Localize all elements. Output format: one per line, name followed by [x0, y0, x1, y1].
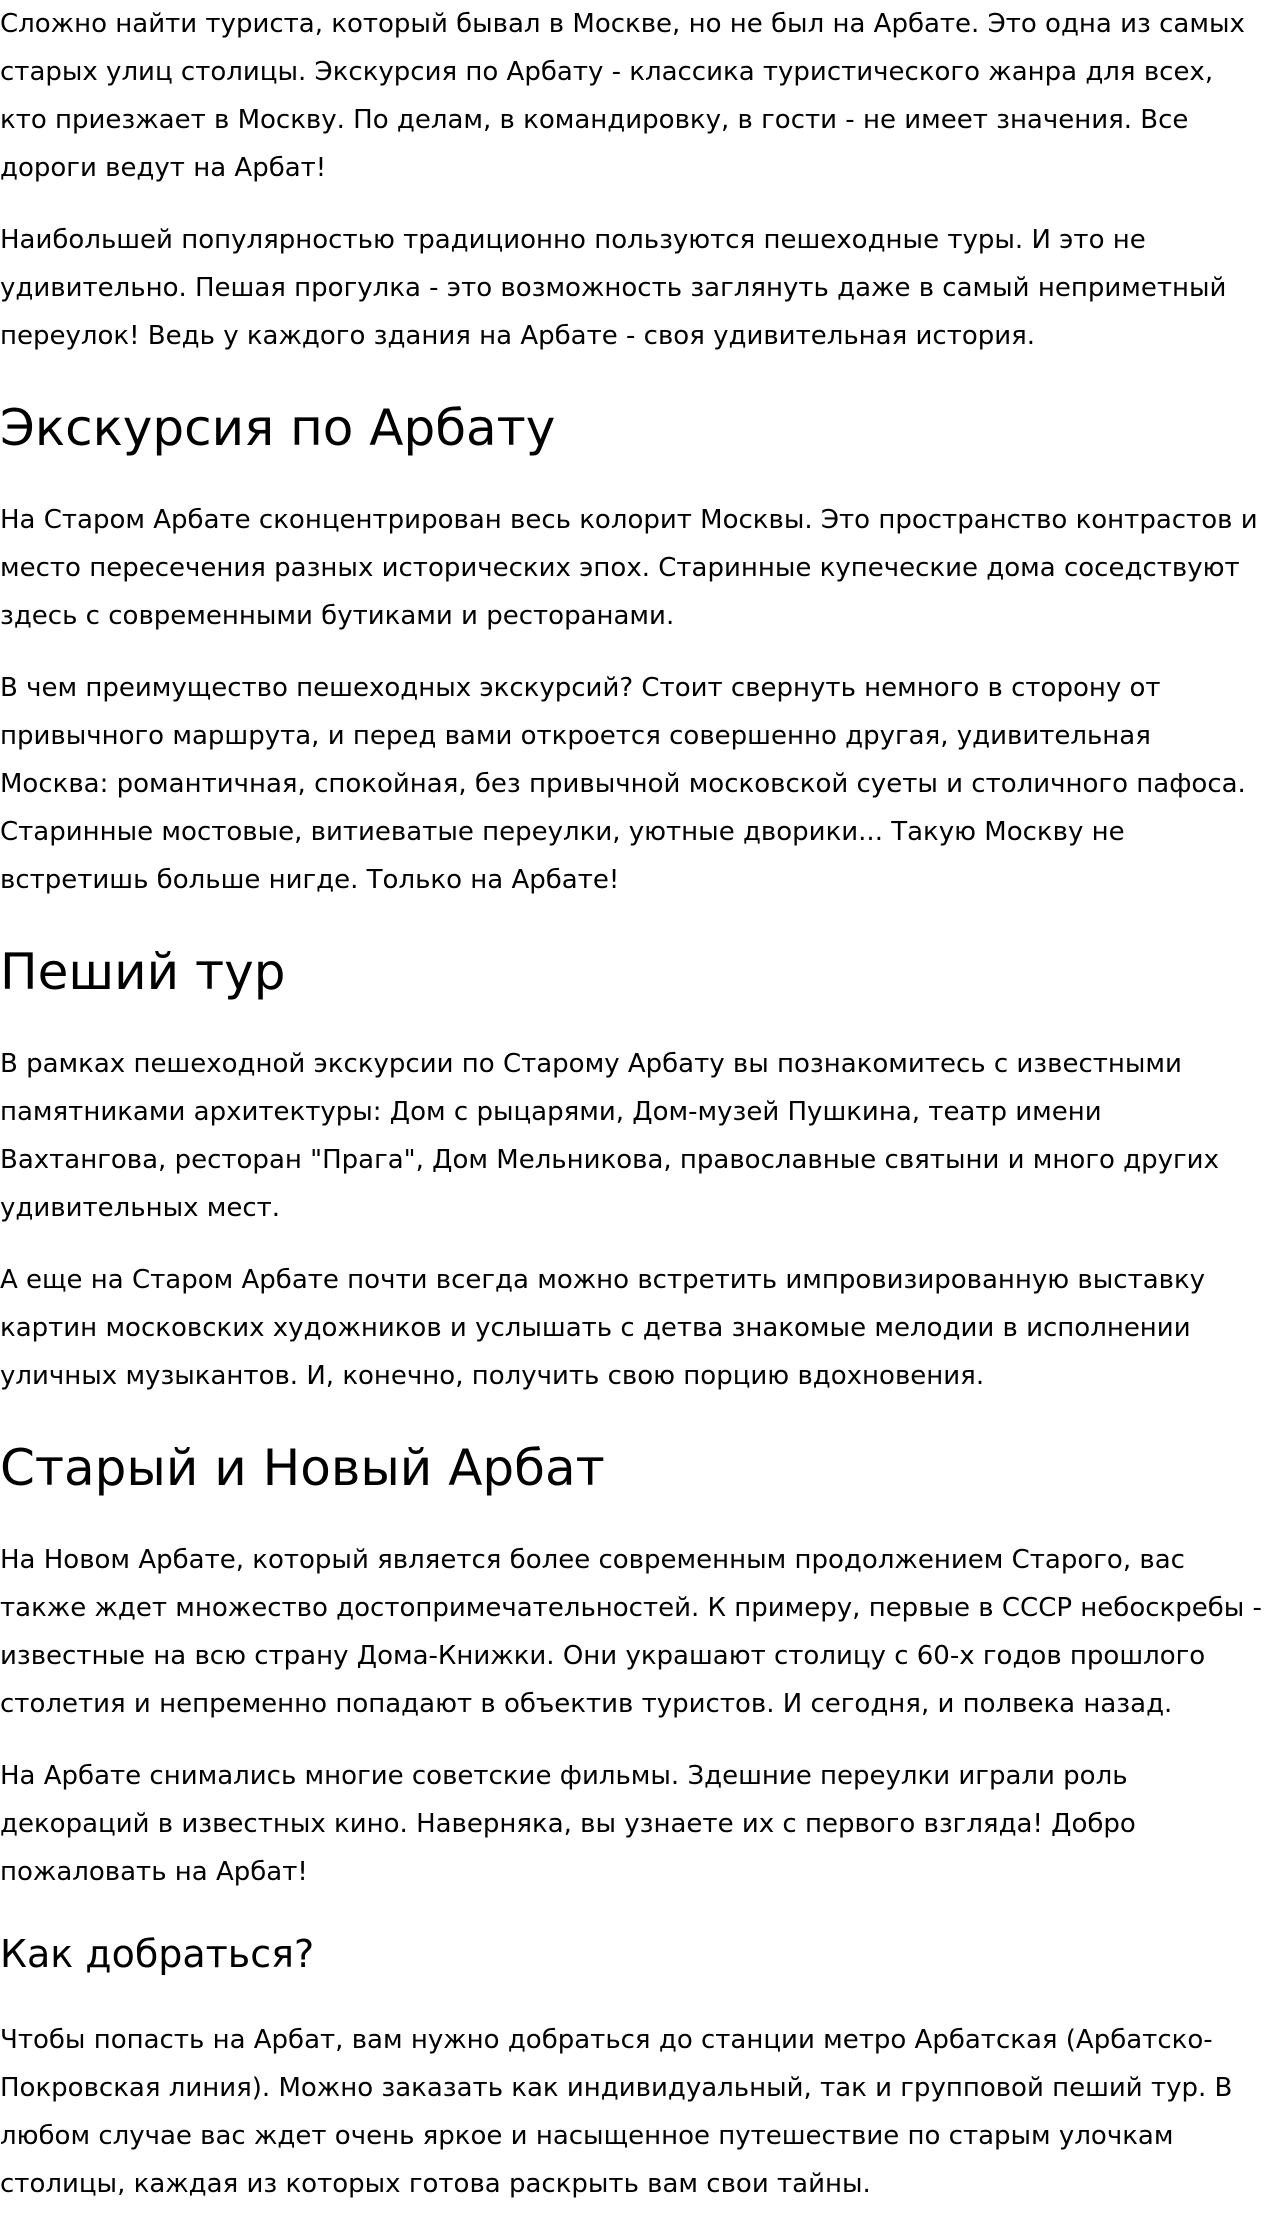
section-heading-walking-tour: Пеший тур [0, 943, 286, 1001]
excursion-paragraph-2: В чем преимущество пешеходных экскурсий? Стоит свернуть немного в сторону от привычного маршрута, и перед вами откроется совершенно другая, удивительная Москва: романтичная, спокойная, без привычной московской суеты и столичного пафоса. Старинные мостовые, витиеватые переулки, уютные дворики... Такую Москву не встретишь больше нигде. Только на Арбате! [0, 673, 1246, 895]
how-to-get-paragraph-1: Чтобы попасть на Арбат, вам нужно добраться до станции метро Арбатская (Арбатско-Покровская линия). Можно заказать как индивидуальный, так и групповой пеший тур. В любом случае вас ждет очень яркое и насыщенное путешествие по старым улочкам столицы, каждая из которых готова раскрыть вам свои тайны. [0, 2025, 1233, 2199]
walking-tour-paragraph-2: А еще на Старом Арбате почти всегда можно встретить импровизированную выставку картин московских художников и услышать с детва знакомые мелодии в исполнении уличных музыкантов. И, конечно, получить свою порцию вдохновения. [0, 1265, 1206, 1391]
old-new-arbat-paragraph-2: На Арбате снимались многие советские фильмы. Здешние переулки играли роль декораций в известных кино. Наверняка, вы узнаете их с первого взгляда! Добро пожаловать на Арбат! [0, 1761, 1136, 1887]
intro-paragraph-1: Сложно найти туриста, который бывал в Москве, но не был на Арбате. Это одна из самых старых улиц столицы. Экскурсия по Арбату - классика туристического жанра для всех, кто приезжает в Москву. По делам, в командировку, в гости - не имеет значения. Все дороги ведут на Арбат! [0, 9, 1245, 183]
old-new-arbat-paragraph-1: На Новом Арбате, который является более современным продолжением Старого, вас также ждет множество достопримечательностей. К примеру, первые в СССР небоскребы - известные на всю страну Дома-Книжки. Они украшают столицу с 60-х годов прошлого столетия и непременно попадают в объектив туристов. И сегодня, и полвека назад. [0, 1545, 1262, 1719]
walking-tour-paragraph-1: В рамках пешеходной экскурсии по Старому Арбату вы познакомитесь с известными памятниками архитектуры: Дом с рыцарями, Дом-музей Пушкина, театр имени Вахтангова, ресторан "Прага", Дом Мельникова, православные святыни и много других удивительных мест. [0, 1049, 1219, 1223]
intro-paragraph-2: Наибольшей популярностью традиционно пользуются пешеходные туры. И это не удивительно. Пешая прогулка - это возможность заглянуть даже в самый неприметный переулок! Ведь у каждого здания на Арбате - своя удивительная история. [0, 225, 1227, 351]
section-heading-excursion: Экскурсия по Арбату [0, 399, 556, 457]
section-heading-old-new-arbat: Старый и Новый Арбат [0, 1439, 605, 1497]
excursion-paragraph-1: На Старом Арбате сконцентрирован весь колорит Москвы. Это пространство контрастов и место пересечения разных исторических эпох. Старинные купеческие дома соседствуют здесь с современными бутиками и ресторанами. [0, 505, 1258, 631]
section-heading-how-to-get: Как добраться? [0, 1932, 315, 1976]
